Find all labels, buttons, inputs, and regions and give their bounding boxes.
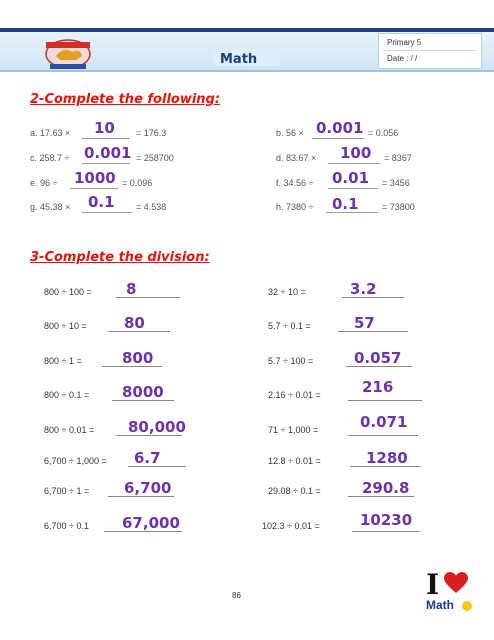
- division-question: 800 ÷ 0.1 =: [44, 390, 90, 400]
- division-row: [44, 418, 224, 437]
- answer-text: 0.1: [88, 193, 115, 211]
- exercise-result: = 8367: [384, 153, 412, 163]
- division-row: [268, 479, 448, 498]
- exercise-label: d. 83.67 ×: [276, 153, 317, 163]
- exercise-result: = 258700: [136, 153, 174, 163]
- exercise-result: = 3456: [382, 178, 410, 188]
- division-row: [44, 349, 224, 368]
- exercise-label: a. 17.63 ×: [30, 128, 71, 138]
- answer-text: 10: [94, 119, 115, 137]
- answer-text: 0.01: [332, 169, 370, 187]
- answer-blank[interactable]: [82, 138, 130, 139]
- answer-blank[interactable]: [70, 188, 118, 189]
- division-row: [268, 413, 448, 437]
- exercise-a: [30, 119, 230, 140]
- division-question: 800 ÷ 10 =: [44, 321, 87, 331]
- answer-text: 80,000: [128, 418, 186, 436]
- division-question: 6,700 ÷ 1,000 =: [44, 456, 107, 466]
- division-question: 800 ÷ 100 =: [44, 287, 92, 297]
- answer-blank[interactable]: [348, 400, 422, 401]
- division-row: [268, 378, 448, 402]
- division-question: 2.16 ÷ 0.01 =: [268, 390, 321, 400]
- division-row: [44, 383, 224, 402]
- division-question: 29.08 ÷ 0.1 =: [268, 486, 321, 496]
- answer-text: 0.057: [354, 349, 402, 367]
- exercise-label: h. 7380 ÷: [276, 202, 314, 212]
- division-question: 800 ÷ 0.01 =: [44, 425, 95, 435]
- division-row: [44, 514, 224, 533]
- answer-blank[interactable]: [312, 138, 364, 139]
- answer-text: 800: [122, 349, 154, 367]
- answer-text: 8: [126, 280, 137, 298]
- division-row: [44, 280, 224, 299]
- badge-i-letter: I: [426, 568, 440, 601]
- exercise-result: = 0.056: [368, 128, 399, 138]
- answer-text: 1280: [366, 449, 408, 467]
- division-question: 12.8 ÷ 0.01 =: [268, 456, 321, 466]
- page-header: [0, 0, 494, 72]
- math-logo-text: Math: [220, 52, 258, 67]
- division-row: [268, 280, 448, 299]
- answer-text: 100: [340, 144, 372, 162]
- grade-label: Primary 5: [387, 38, 422, 47]
- exercise-g: [30, 193, 230, 214]
- info-divider: [383, 50, 477, 51]
- smiley-icon: [462, 601, 472, 611]
- division-question: 71 ÷ 1,000 =: [268, 425, 319, 435]
- division-row: [262, 511, 448, 533]
- answer-blank[interactable]: [328, 163, 380, 164]
- answer-text: 0.1: [332, 195, 359, 213]
- division-question: 6,700 ÷ 0.1: [44, 521, 89, 531]
- exercise-label: f. 34.56 ÷: [276, 178, 314, 188]
- answer-text: 57: [354, 314, 375, 332]
- division-row: [268, 314, 448, 333]
- answer-text: 10230: [360, 511, 413, 529]
- division-row: [44, 314, 224, 333]
- division-row: [44, 449, 224, 468]
- exercise-h: [276, 195, 476, 214]
- school-logo-icon: [36, 34, 100, 72]
- badge-math-text: Math: [426, 598, 454, 612]
- answer-text: 0.001: [84, 144, 132, 162]
- exercise-label: g. 45.38 ×: [30, 202, 71, 212]
- division-question: 102.3 ÷ 0.01 =: [262, 521, 320, 531]
- exercise-b: [276, 119, 476, 140]
- exercise-label: b. 56 ×: [276, 128, 304, 138]
- answer-blank[interactable]: [82, 163, 130, 164]
- answer-blank[interactable]: [352, 531, 420, 532]
- answer-text: 67,000: [122, 514, 180, 532]
- exercise-result: = 176.3: [136, 128, 167, 138]
- exercise-label: c. 258.7 ÷: [30, 153, 70, 163]
- date-label: Date : / /: [387, 54, 418, 63]
- division-question: 6,700 ÷ 1 =: [44, 486, 90, 496]
- division-question: 800 ÷ 1 =: [44, 356, 82, 366]
- division-question: 32 ÷ 10 =: [268, 287, 306, 297]
- exercise-label: e. 96 ÷: [30, 178, 58, 188]
- answer-text: 0.001: [316, 119, 364, 137]
- section3-title: 3-Complete the division:: [30, 250, 210, 265]
- answer-text: 0.071: [360, 413, 408, 431]
- answer-blank[interactable]: [82, 212, 132, 213]
- answer-text: 6,700: [124, 479, 172, 497]
- answer-blank[interactable]: [348, 435, 418, 436]
- page-number: 86: [232, 591, 241, 600]
- exercise-f: [276, 169, 476, 190]
- division-row: [268, 449, 448, 468]
- exercise-result: = 73800: [382, 202, 415, 212]
- answer-blank[interactable]: [328, 188, 378, 189]
- division-row: [268, 349, 448, 368]
- division-question: 5.7 ÷ 0.1 =: [268, 321, 311, 331]
- exercise-e: [30, 169, 230, 190]
- answer-text: 80: [124, 314, 145, 332]
- answer-text: 3.2: [350, 280, 377, 298]
- exercise-c: [30, 144, 230, 165]
- division-row: [44, 479, 224, 498]
- i-love-math-badge: [424, 570, 474, 622]
- answer-text: 6.7: [134, 449, 161, 467]
- answer-text: 8000: [122, 383, 164, 401]
- heart-icon: [444, 572, 468, 594]
- answer-text: 290.8: [362, 479, 410, 497]
- answer-text: 216: [362, 378, 394, 396]
- section2-title: 2-Complete the following:: [30, 92, 221, 107]
- division-question: 5.7 ÷ 100 =: [268, 356, 314, 366]
- answer-text: 1000: [74, 169, 116, 187]
- math-logo-icon: [214, 48, 280, 68]
- exercise-d: [276, 144, 476, 165]
- exercise-result: = 4.538: [136, 202, 167, 212]
- exercise-result: = 0.096: [122, 178, 153, 188]
- info-box: [378, 33, 482, 69]
